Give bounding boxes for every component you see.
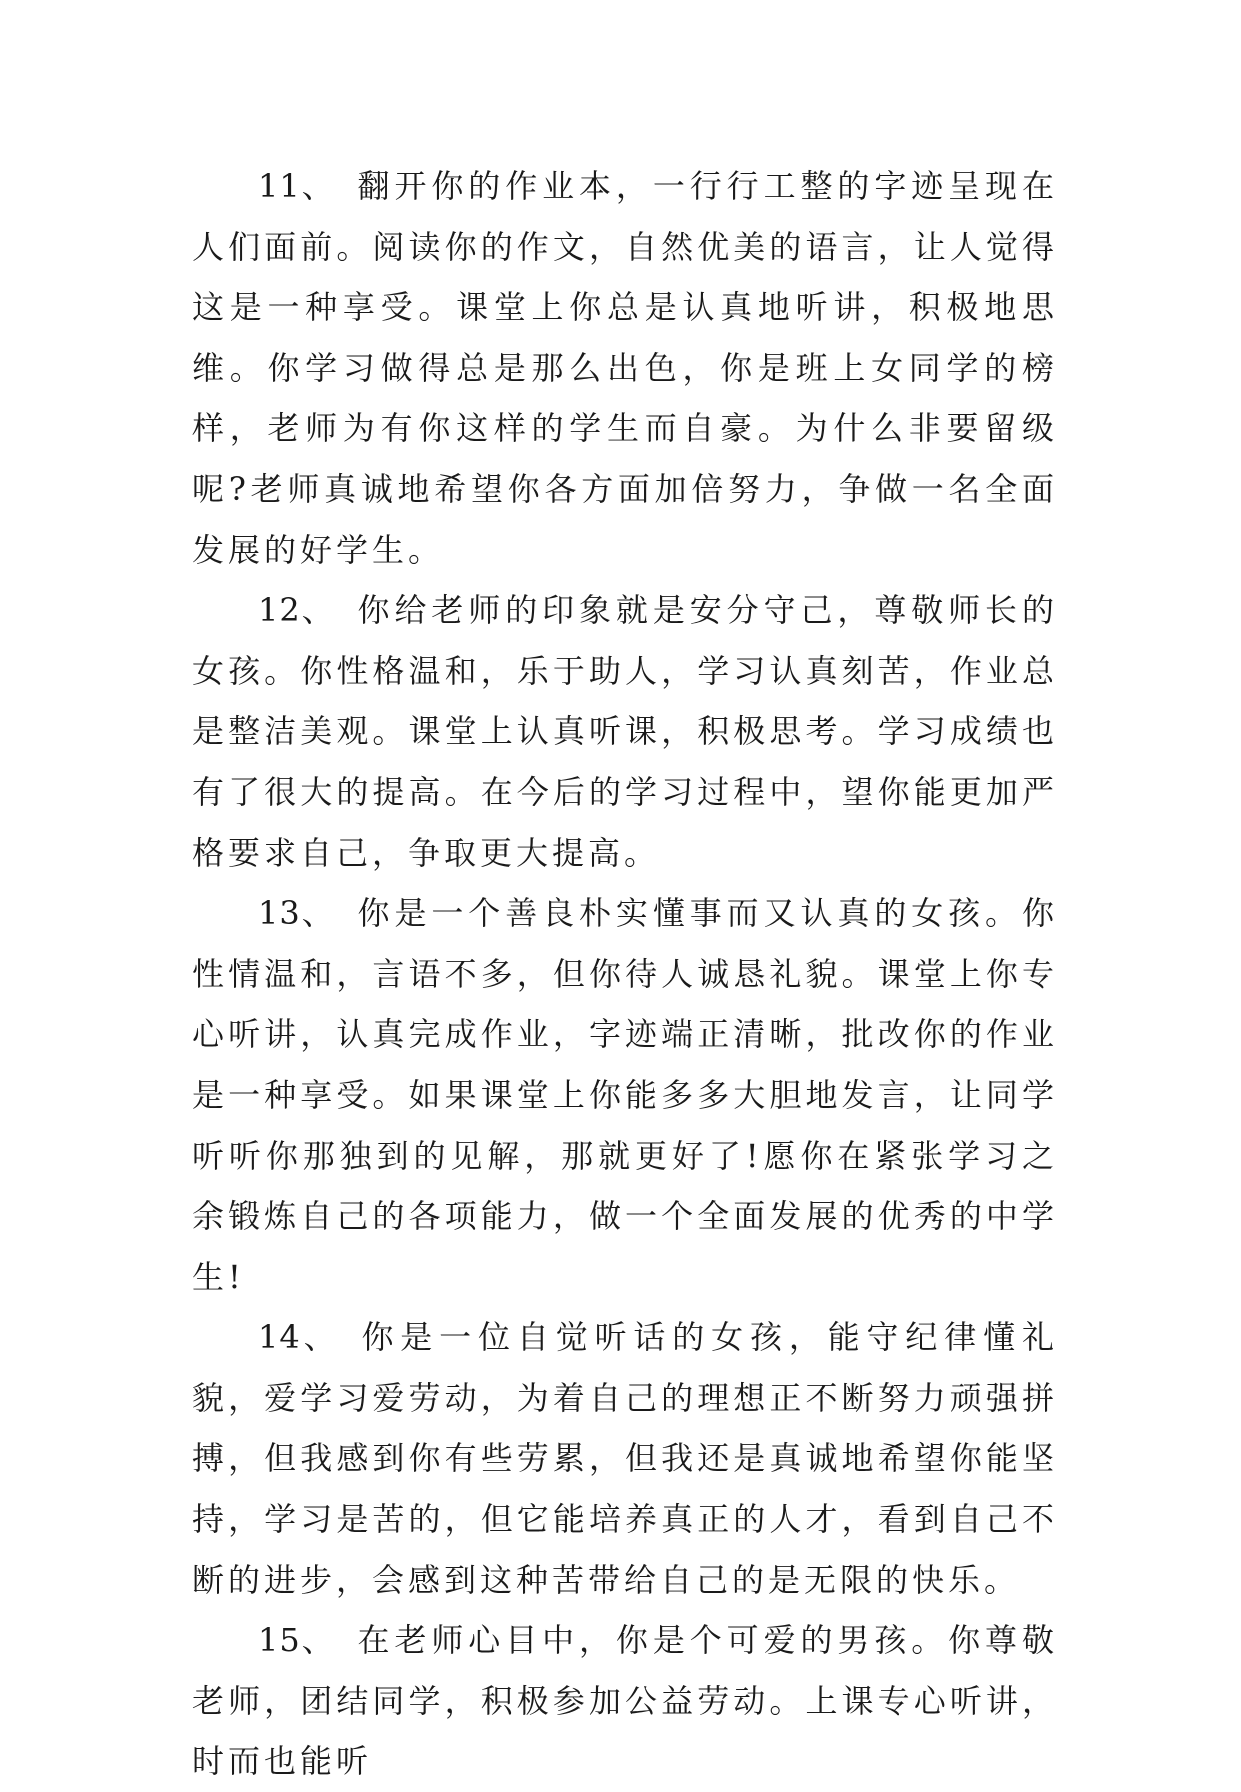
comment-paragraph-13 bbox=[192, 883, 1058, 1307]
paragraph-text: 在老师心目中，你是个可爱的男孩。你尊敬老师，团结同学，积极参加公益劳动。上课专心听讲，时而也能听 bbox=[192, 1621, 1058, 1781]
paragraph-number: 13、 bbox=[258, 894, 336, 933]
paragraph-text: 你是一个善良朴实懂事而又认真的女孩。你性情温和，言语不多，但你待人诚恳礼貌。课堂上你专心听讲，认真完成作业，字迹端正清晰，批改你的作业是一种享受。如果课堂上你能多多大胆地发言，让同学听听你那独到的见解，那就更好了!愿你在紧张学习之余锻炼自己的各项能力，做一个全面发展的优秀的中学生! bbox=[192, 894, 1058, 1296]
paragraph-text: 你给老师的印象就是安分守己，尊敬师长的女孩。你性格温和，乐于助人，学习认真刻苦，作业总是整洁美观。课堂上认真听课，积极思考。学习成绩也有了很大的提高。在今后的学习过程中，望你能更加严格要求自己，争取更大提高。 bbox=[192, 591, 1058, 872]
paragraph-number: 15、 bbox=[258, 1621, 336, 1660]
comment-paragraph-11 bbox=[192, 156, 1058, 580]
comment-paragraph-15 bbox=[192, 1610, 1058, 1792]
comment-paragraph-12 bbox=[192, 580, 1058, 883]
paragraph-text: 你是一位自觉听话的女孩，能守纪律懂礼貌，爱学习爱劳动，为着自己的理想正不断努力顽强拼搏，但我感到你有些劳累，但我还是真诚地希望你能坚持，学习是苦的，但它能培养真正的人才，看到自己不断的进步，会感到这种苦带给自己的是无限的快乐。 bbox=[192, 1318, 1058, 1599]
paragraph-number: 12、 bbox=[258, 591, 336, 630]
comment-paragraph-14 bbox=[192, 1307, 1058, 1610]
paragraph-text: 翻开你的作业本，一行行工整的字迹呈现在人们面前。阅读你的作文，自然优美的语言，让人觉得这是一种享受。课堂上你总是认真地听讲，积极地思维。你学习做得总是那么出色，你是班上女同学的榜样，老师为有你这样的学生而自豪。为什么非要留级呢?老师真诚地希望你各方面加倍努力，争做一名全面发展的好学生。 bbox=[192, 167, 1058, 569]
paragraph-number: 14、 bbox=[258, 1318, 340, 1357]
document-body bbox=[192, 156, 1058, 1792]
paragraph-number: 11、 bbox=[258, 167, 336, 205]
